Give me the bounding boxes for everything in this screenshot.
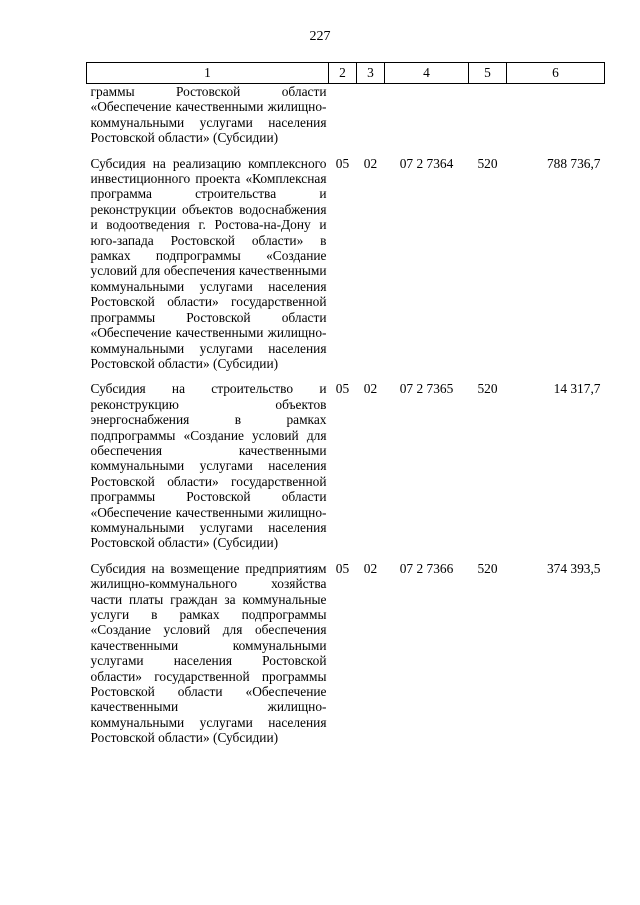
row-description: Субсидия на возмещение предприятиям жилищно-коммунального хозяйства части платы граждан за коммунальные услуги в рамках подпрограммы «Создание условий для обеспечения качественными коммунальными услугами населения Ростовской области» государственной программы Ростовской области «Обеспечение качественными жилищно-коммунальными услугами населения Ростовской области» (Субсидии) — [90, 560, 327, 746]
row-pr: 02 — [363, 381, 378, 397]
header-col-6: 6 — [507, 63, 605, 84]
continuation-row — [87, 84, 605, 156]
continuation-description: граммы Ростовской области «Обеспечение качественными жилищно-коммунальными услугами населения Ростовской области» (Субсидии) — [90, 84, 327, 146]
row-description: Субсидия на строительство и реконструкцию объектов энергоснабжения в рамках подпрограммы «Создание условий для обеспечения качественными коммунальными услугами населения Ростовской области» государственной программы Ростовской области «Обеспечение качественными жилищно-коммунальными услугами населения Ростовской области» (Субсидии) — [90, 381, 327, 551]
row-csr: 07 2 7365 — [399, 381, 454, 397]
row-amount: 788 736,7 — [546, 155, 601, 171]
row-rz: 05 — [335, 381, 350, 397]
header-row — [87, 63, 605, 84]
row-amount: 374 393,5 — [546, 560, 601, 576]
row-vr: 520 — [477, 381, 498, 397]
header-col-2: 2 — [329, 63, 357, 84]
header-col-5: 5 — [469, 63, 507, 84]
page-number: 227 — [309, 29, 331, 44]
header-col-4: 4 — [385, 63, 469, 84]
row-description: Субсидия на реализацию комплексного инвестиционного проекта «Комплексная программа строительства и реконструкции объектов водоснабжения и водоотведения г. Ростова-на-Дону и юго-запада Ростовской области» в рамках подпрограммы «Создание условий для обеспечения качественными коммунальными услугами населения Ростовской области» государственной программы Ростовской области «Обеспечение качественными жилищно-коммунальными услугами населения Ростовской области» (Субсидии) — [90, 155, 327, 371]
table-row — [87, 561, 605, 756]
row-rz: 05 — [335, 155, 350, 171]
row-csr: 07 2 7364 — [399, 155, 454, 171]
row-csr: 07 2 7366 — [399, 560, 454, 576]
row-vr: 520 — [477, 560, 498, 576]
row-vr: 520 — [477, 155, 498, 171]
row-rz: 05 — [335, 560, 350, 576]
table-row — [87, 381, 605, 560]
header-col-1: 1 — [87, 63, 329, 84]
row-amount: 14 317,7 — [553, 381, 601, 397]
table-row — [87, 156, 605, 382]
row-pr: 02 — [363, 155, 378, 171]
row-pr: 02 — [363, 560, 378, 576]
budget-table — [86, 62, 605, 756]
header-col-3: 3 — [357, 63, 385, 84]
